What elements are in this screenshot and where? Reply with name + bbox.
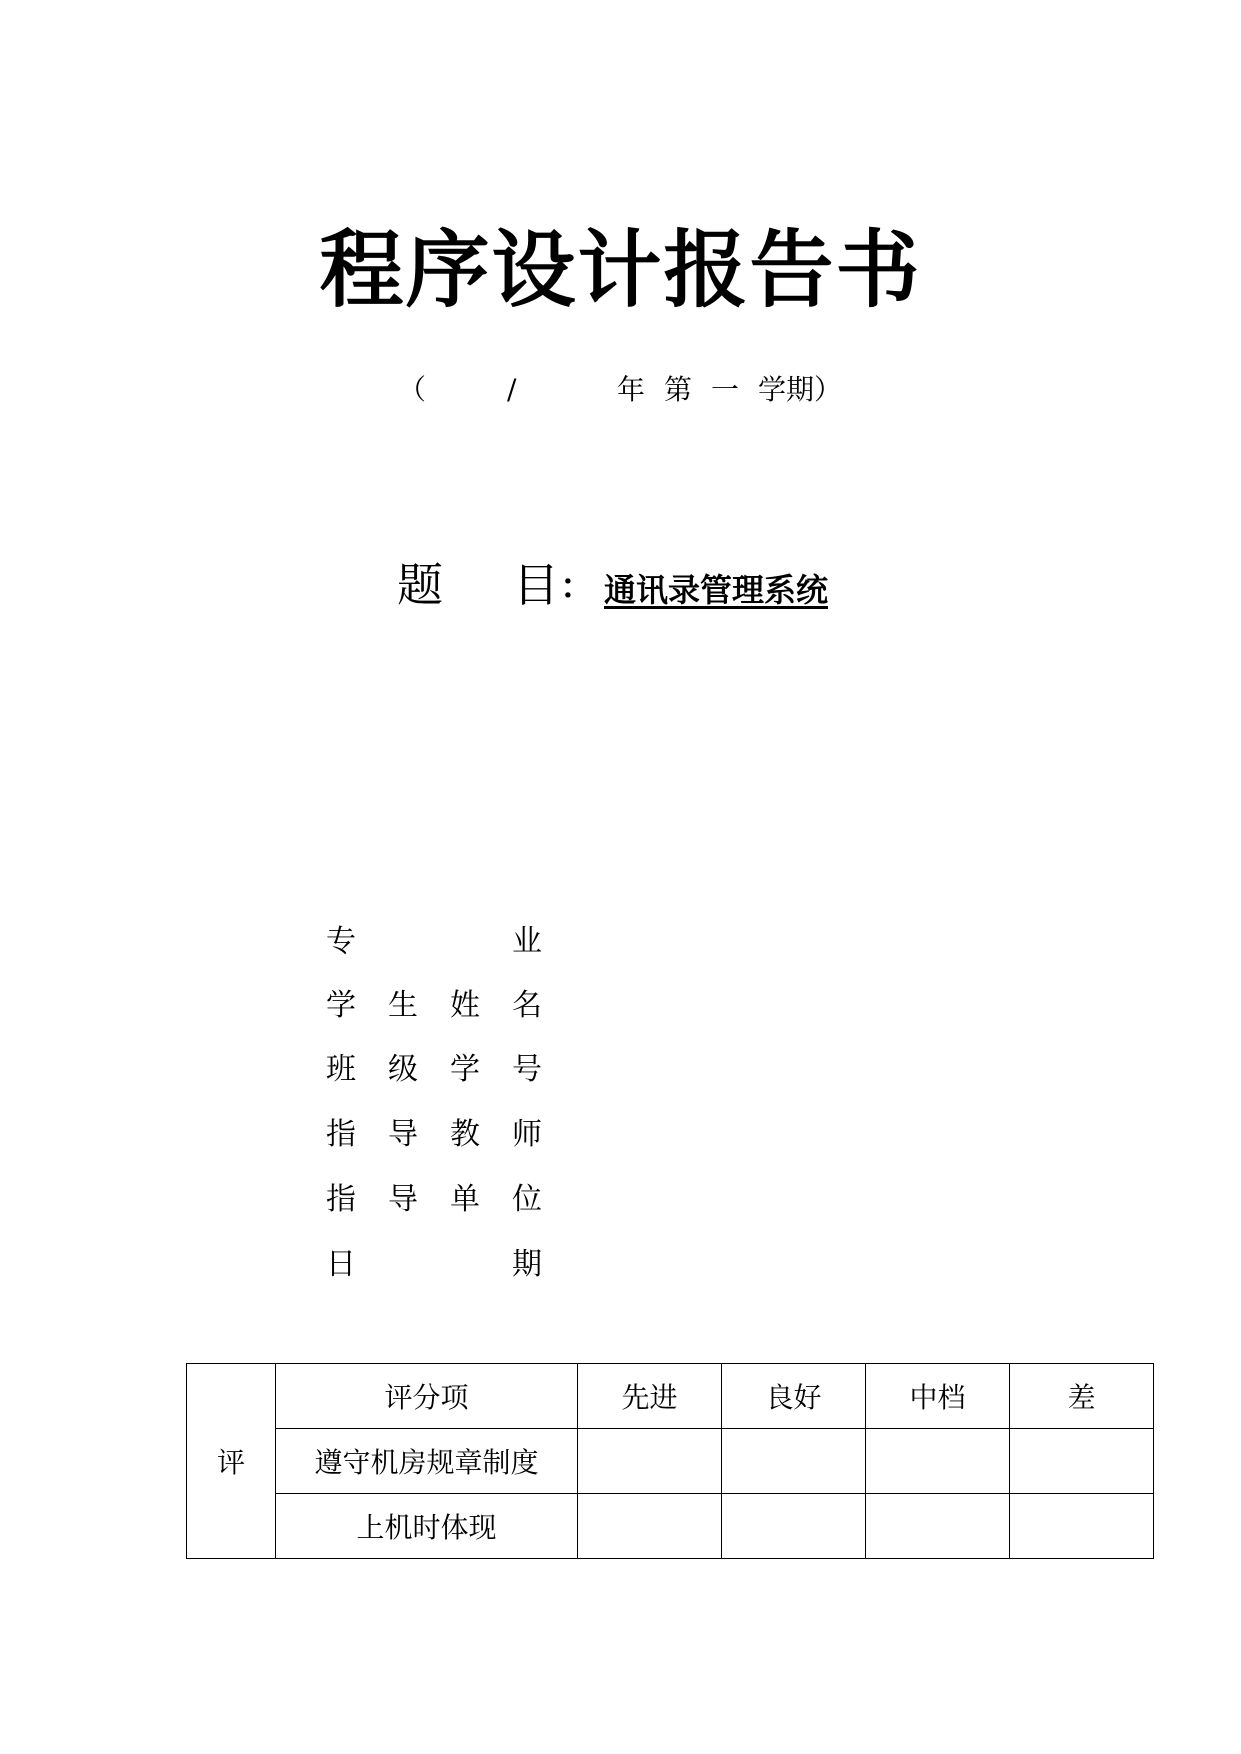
table-row	[187, 1429, 1154, 1494]
semester-di: 第	[664, 373, 693, 406]
info-char: 级	[388, 1052, 418, 1087]
info-field-student-name	[326, 986, 546, 1026]
info-char: 指	[326, 1182, 356, 1217]
score-cell[interactable]	[1010, 1429, 1154, 1494]
info-char: 号	[512, 1052, 542, 1087]
info-char: 姓	[450, 988, 480, 1023]
score-cell[interactable]	[722, 1494, 866, 1559]
info-char: 日	[326, 1247, 356, 1282]
table-header-cell: 先进	[578, 1364, 722, 1429]
info-char: 名	[512, 988, 542, 1023]
info-char: 学	[326, 988, 356, 1023]
table-header-cell: 良好	[722, 1364, 866, 1429]
semester-yi: 一	[711, 373, 740, 406]
semester-term: 学期）	[758, 373, 843, 406]
score-item-label: 遵守机房规章制度	[276, 1429, 578, 1494]
subject-value: 通讯录管理系统	[604, 571, 829, 609]
info-char: 导	[388, 1182, 418, 1217]
table-header-cell: 差	[1010, 1364, 1154, 1429]
info-char: 位	[512, 1182, 542, 1217]
info-char: 教	[450, 1117, 480, 1152]
score-item-label: 上机时体现	[276, 1494, 578, 1559]
score-table	[186, 1363, 1154, 1559]
info-field-advisor-unit	[326, 1180, 546, 1220]
semester-slash: /	[507, 373, 517, 406]
score-cell[interactable]	[866, 1429, 1010, 1494]
info-char: 期	[512, 1247, 542, 1282]
info-field-date	[326, 1245, 546, 1285]
table-row	[187, 1494, 1154, 1559]
info-char: 业	[512, 924, 542, 959]
semester-open-paren: （	[398, 373, 427, 406]
subject-label-char-2: 目	[513, 558, 559, 612]
info-char: 导	[388, 1117, 418, 1152]
info-field-major	[326, 922, 546, 962]
subject-colon: ：	[560, 567, 594, 607]
info-char: 学	[450, 1052, 480, 1087]
info-char: 班	[326, 1052, 356, 1087]
score-cell[interactable]	[578, 1429, 722, 1494]
subject-label-char-1: 题	[397, 558, 443, 612]
info-char: 单	[450, 1182, 480, 1217]
score-cell[interactable]	[722, 1429, 866, 1494]
info-char: 生	[388, 988, 418, 1023]
page-title: 程序设计报告书	[319, 220, 922, 319]
info-field-class-id	[326, 1050, 546, 1090]
score-cell[interactable]	[1010, 1494, 1154, 1559]
score-table-side-label: 评	[187, 1364, 276, 1559]
score-cell[interactable]	[866, 1494, 1010, 1559]
info-field-advisor	[326, 1115, 546, 1155]
table-header-cell: 中档	[866, 1364, 1010, 1429]
info-char: 师	[512, 1117, 542, 1152]
info-char: 指	[326, 1117, 356, 1152]
table-header-cell: 评分项	[276, 1364, 578, 1429]
info-char: 专	[326, 924, 356, 959]
score-cell[interactable]	[578, 1494, 722, 1559]
semester-year: 年	[617, 373, 646, 406]
table-header-row	[187, 1364, 1154, 1429]
